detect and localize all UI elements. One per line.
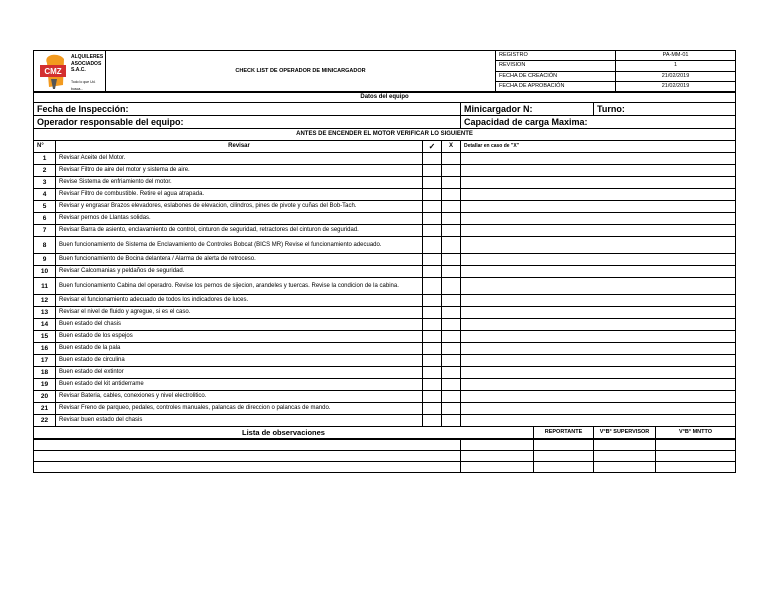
row-item-text: Revisar el nivel de fluido y agregue, si es el caso. (56, 307, 423, 319)
col-check-header: ✓ (423, 141, 442, 153)
observation-row (34, 462, 736, 473)
field-fecha: Fecha de Inspección: (34, 103, 461, 116)
row-number: 7 (34, 225, 56, 237)
meta-label: FECHA DE APROBACIÓN (496, 81, 616, 91)
row-x-cell[interactable] (442, 391, 461, 403)
row-check-cell[interactable] (423, 153, 442, 165)
obs-col-supervisor: V°B° SUPERVISOR (594, 427, 656, 439)
logo-graphic-icon (37, 51, 71, 91)
checklist-row (34, 355, 736, 367)
checklist-row (34, 415, 736, 427)
row-check-cell[interactable] (423, 319, 442, 331)
row-x-cell[interactable] (442, 266, 461, 278)
observation-cell[interactable] (534, 440, 594, 451)
row-x-cell[interactable] (442, 165, 461, 177)
meta-value: 21/02/2019 (616, 81, 736, 91)
col-num-header: N° (34, 141, 56, 153)
row-x-cell[interactable] (442, 415, 461, 427)
field-minicargador: Minicargador N: (461, 103, 594, 116)
row-check-cell[interactable] (423, 237, 442, 254)
row-detail-cell[interactable] (461, 295, 736, 307)
row-item-text: Buen funcionamiento de Sistema de Enclavamiento de Controles Bobcat (BICS MR) Revise el funcionamiento adecuado. (56, 237, 423, 254)
meta-label: REGISTRO (496, 51, 616, 61)
row-detail-cell[interactable] (461, 254, 736, 266)
observation-cell[interactable] (534, 451, 594, 462)
observation-cell[interactable] (34, 462, 461, 473)
row-item-text: Buen estado del extintor (56, 367, 423, 379)
observation-cell[interactable] (461, 440, 534, 451)
row-item-text: Buen funcionamiento de Bocina delantera / Alarma de alerta de retroceso. (56, 254, 423, 266)
observation-cell[interactable] (461, 451, 534, 462)
col-revisar-header: Revisar (56, 141, 423, 153)
observation-cell[interactable] (656, 462, 736, 473)
section-antes-encender: ANTES DE ENCENDER EL MOTOR VERIFICAR LO SIGUIENTE (34, 129, 736, 141)
row-item-text: Buen estado del chasis (56, 319, 423, 331)
row-number: 10 (34, 266, 56, 278)
observation-cell[interactable] (34, 451, 461, 462)
row-x-cell[interactable] (442, 153, 461, 165)
row-number: 11 (34, 278, 56, 295)
row-number: 4 (34, 189, 56, 201)
row-detail-cell[interactable] (461, 307, 736, 319)
row-number: 17 (34, 355, 56, 367)
row-x-cell[interactable] (442, 278, 461, 295)
meta-value: 21/02/2019 (616, 71, 736, 81)
observation-cell[interactable] (594, 451, 656, 462)
header-table (33, 50, 736, 92)
row-check-cell[interactable] (423, 403, 442, 415)
row-check-cell[interactable] (423, 201, 442, 213)
row-x-cell[interactable] (442, 319, 461, 331)
row-x-cell[interactable] (442, 403, 461, 415)
row-number: 8 (34, 237, 56, 254)
row-check-cell[interactable] (423, 379, 442, 391)
row-x-cell[interactable] (442, 295, 461, 307)
row-check-cell[interactable] (423, 355, 442, 367)
observation-cell[interactable] (594, 440, 656, 451)
row-check-cell[interactable] (423, 266, 442, 278)
row-detail-cell[interactable] (461, 319, 736, 331)
meta-label: FECHA DE CREACIÓN (496, 71, 616, 81)
checklist-table (33, 92, 736, 439)
col-detalle-header: Detallar en caso de "X" (461, 141, 736, 153)
row-number: 3 (34, 177, 56, 189)
checklist-row (34, 391, 736, 403)
row-number: 6 (34, 213, 56, 225)
checklist-row (34, 331, 736, 343)
row-number: 2 (34, 165, 56, 177)
observation-cell[interactable] (534, 462, 594, 473)
row-detail-cell[interactable] (461, 266, 736, 278)
row-check-cell[interactable] (423, 391, 442, 403)
row-x-cell[interactable] (442, 201, 461, 213)
checklist-row (34, 295, 736, 307)
row-x-cell[interactable] (442, 213, 461, 225)
row-detail-cell[interactable] (461, 379, 736, 391)
row-check-cell[interactable] (423, 295, 442, 307)
obs-col-reportante: REPORTANTE (534, 427, 594, 439)
row-detail-cell[interactable] (461, 391, 736, 403)
row-detail-cell[interactable] (461, 213, 736, 225)
row-detail-cell[interactable] (461, 367, 736, 379)
document-title: CHECK LIST DE OPERADOR DE MINICARGADOR (106, 51, 496, 92)
row-number: 20 (34, 391, 56, 403)
row-number: 19 (34, 379, 56, 391)
checklist-row (34, 201, 736, 213)
row-number: 5 (34, 201, 56, 213)
section-datos-equipo: Datos del equipo (34, 93, 736, 103)
row-detail-cell[interactable] (461, 237, 736, 254)
row-item-text: Buen estado de los espejos (56, 331, 423, 343)
company-logo (34, 51, 106, 92)
row-item-text: Buen estado de la pala (56, 343, 423, 355)
checklist-row (34, 367, 736, 379)
row-check-cell[interactable] (423, 177, 442, 189)
row-number: 12 (34, 295, 56, 307)
logo-line3: S.A.C. (71, 67, 86, 73)
checklist-row (34, 189, 736, 201)
row-x-cell[interactable] (442, 343, 461, 355)
field-turno: Turno: (594, 103, 736, 116)
row-detail-cell[interactable] (461, 225, 736, 237)
row-number: 9 (34, 254, 56, 266)
checklist-items (34, 153, 736, 427)
observaciones-table (33, 439, 736, 473)
checklist-row (34, 379, 736, 391)
row-x-cell[interactable] (442, 177, 461, 189)
observation-row (34, 451, 736, 462)
checklist-sheet (33, 50, 735, 473)
row-item-text: Revisar Aceite del Motor. (56, 153, 423, 165)
row-x-cell[interactable] (442, 355, 461, 367)
row-x-cell[interactable] (442, 379, 461, 391)
row-check-cell[interactable] (423, 415, 442, 427)
row-x-cell[interactable] (442, 189, 461, 201)
checklist-row (34, 165, 736, 177)
observation-cell[interactable] (594, 462, 656, 473)
row-x-cell[interactable] (442, 237, 461, 254)
row-x-cell[interactable] (442, 307, 461, 319)
checklist-row (34, 343, 736, 355)
observation-cell[interactable] (656, 440, 736, 451)
row-check-cell[interactable] (423, 254, 442, 266)
observaciones-title: Lista de observaciones (34, 427, 534, 439)
obs-col-mntto: V°B° MNTTO (656, 427, 736, 439)
row-detail-cell[interactable] (461, 278, 736, 295)
row-number: 18 (34, 367, 56, 379)
row-number: 13 (34, 307, 56, 319)
row-item-text: Revisar pernos de Llantas solidas. (56, 213, 423, 225)
checklist-row (34, 213, 736, 225)
row-item-text: Revisar Barra de asiento, enclavamiento de control, cinturon de seguridad, retractores del cinturon de seguridad. (56, 225, 423, 237)
meta-label: REVISION (496, 61, 616, 71)
row-item-text: Revisar Bateria, cables, conexiones y nivel electrolitico. (56, 391, 423, 403)
row-detail-cell[interactable] (461, 331, 736, 343)
row-detail-cell[interactable] (461, 165, 736, 177)
row-check-cell[interactable] (423, 189, 442, 201)
checklist-row (34, 403, 736, 415)
row-detail-cell[interactable] (461, 415, 736, 427)
row-detail-cell[interactable] (461, 189, 736, 201)
row-check-cell[interactable] (423, 165, 442, 177)
row-number: 16 (34, 343, 56, 355)
checklist-row (34, 307, 736, 319)
checklist-row (34, 225, 736, 237)
row-item-text: Revisar Freno de parqueo, pedales, controles manuales, palancas de direccion o palancas de mando. (56, 403, 423, 415)
row-check-cell[interactable] (423, 307, 442, 319)
row-item-text: Revisar Filtro de combustible. Retire el agua atrapada. (56, 189, 423, 201)
row-number: 1 (34, 153, 56, 165)
observation-row (34, 440, 736, 451)
row-check-cell[interactable] (423, 278, 442, 295)
row-item-text: Revisar Filtro de aire del motor y sistema de aire. (56, 165, 423, 177)
row-detail-cell[interactable] (461, 403, 736, 415)
row-check-cell[interactable] (423, 367, 442, 379)
meta-value: PA-MM-01 (616, 51, 736, 61)
row-detail-cell[interactable] (461, 355, 736, 367)
row-item-text: Buen estado de circulina (56, 355, 423, 367)
row-detail-cell[interactable] (461, 343, 736, 355)
row-item-text: Revisar Calcomanias y peldaños de seguridad. (56, 266, 423, 278)
checklist-row (34, 177, 736, 189)
row-x-cell[interactable] (442, 225, 461, 237)
field-operador: Operador responsable del equipo: (34, 116, 461, 129)
row-detail-cell[interactable] (461, 153, 736, 165)
checklist-row (34, 254, 736, 266)
row-item-text: Revisar el funcionamiento adecuado de todos los indicadores de luces. (56, 295, 423, 307)
meta-value: 1 (616, 61, 736, 71)
row-x-cell[interactable] (442, 367, 461, 379)
field-capacidad: Capacidad de carga Maxima: (461, 116, 736, 129)
row-item-text: Buen estado del kit antiderrame (56, 379, 423, 391)
logo-line2: ASOCIADOS (71, 61, 102, 67)
logo-slogan: Todo lo que Ud. busca... (71, 80, 96, 91)
row-x-cell[interactable] (442, 331, 461, 343)
logo-line1: ALQUILERES (71, 54, 104, 60)
row-number: 22 (34, 415, 56, 427)
row-number: 21 (34, 403, 56, 415)
row-detail-cell[interactable] (461, 177, 736, 189)
col-x-header: X (442, 141, 461, 153)
checklist-row (34, 278, 736, 295)
row-item-text: Revise Sistema de enfriamiento del motor. (56, 177, 423, 189)
checklist-row (34, 266, 736, 278)
observation-cell[interactable] (461, 462, 534, 473)
row-item-text: Revisar y engrasar Brazos elevadores, eslabones de elevacion, cilindros, pines de pivote y cuñas del Bob-Tach. (56, 201, 423, 213)
row-check-cell[interactable] (423, 343, 442, 355)
row-number: 15 (34, 331, 56, 343)
row-check-cell[interactable] (423, 213, 442, 225)
row-detail-cell[interactable] (461, 201, 736, 213)
checklist-row (34, 237, 736, 254)
row-item-text: Buen funcionamiento Cabina del operadro. Revise los pernos de sijecion, arandeles y tuercas. Revise la condicion de la cabina. (56, 278, 423, 295)
observation-cell[interactable] (656, 451, 736, 462)
observation-cell[interactable] (34, 440, 461, 451)
checklist-row (34, 319, 736, 331)
row-check-cell[interactable] (423, 331, 442, 343)
checklist-row (34, 153, 736, 165)
row-number: 14 (34, 319, 56, 331)
row-item-text: Revisar buen estado del chasis (56, 415, 423, 427)
row-check-cell[interactable] (423, 225, 442, 237)
svg-text:CMZ: CMZ (44, 67, 62, 76)
row-x-cell[interactable] (442, 254, 461, 266)
